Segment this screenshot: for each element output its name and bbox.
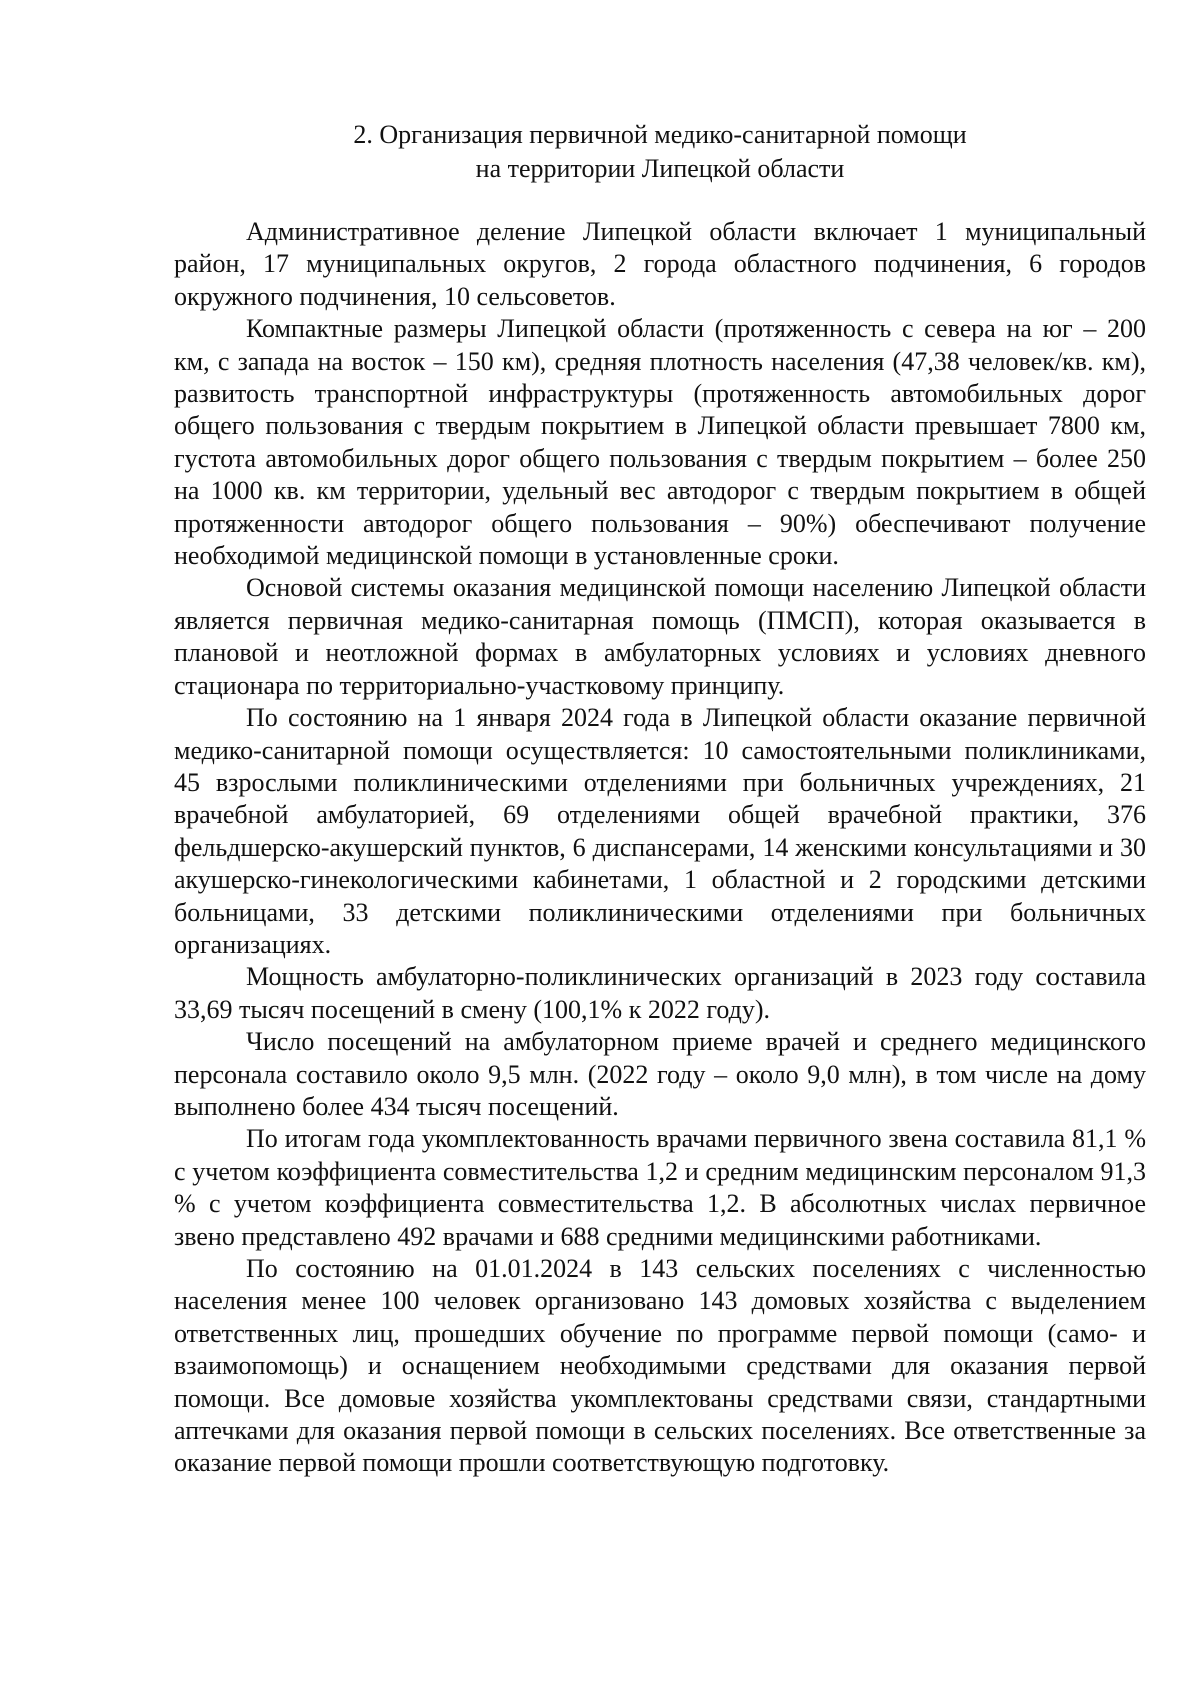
paragraph-facilities: По состоянию на 1 января 2024 года в Липецкой области оказание первичной медико-санитарной помощи осуществляется: 10 самостоятельными поликлиниками, 45 взрослыми поликлиническими отделениями при больничных учреждениях, 21 врачебной амбулаторией, 69 отделениями общей врачебной практики, 376 фельдшерско-акушерский пунктов, 6 диспансерами, 14 женскими консультациями и 30 акушерско-гинекологическими кабинетами, 1 областной и 2 городскими детскими больницами, 33 детскими поликлиническими отделениями при больничных организациях.: [174, 703, 1146, 959]
paragraph-capacity: Мощность амбулаторно-поликлинических организаций в 2023 году составила 33,69 тысяч посещений в смену (100,1% к 2022 году).: [174, 962, 1146, 1024]
paragraph-pmsp-basis: Основой системы оказания медицинской помощи населению Липецкой области является первичная медико-санитарная помощь (ПМСП), которая оказывается в плановой и неотложной формах в амбулаторных условиях и условиях дневного стационара по территориально-участковому принципу.: [174, 573, 1146, 700]
paragraph-staffing: По итогам года укомплектованность врачами первичного звена составила 81,1 % с учетом коэффициента совместительства 1,2 и средним медицинским персоналом 91,3 % с учетом коэффициента совместительства 1,2. В абсолютных числах первичное звено представлено 492 врачами и 688 средними медицинскими работниками.: [174, 1124, 1146, 1251]
paragraph-compact-size: Компактные размеры Липецкой области (протяженность с севера на юг – 200 км, с запада на восток – 150 км), средняя плотность населения (47,38 человек/кв. км), развитость транспортной инфраструктуры (протяженность автомобильных дорог общего пользования с твердым покрытием в Липецкой области превышает 7800 км, густота автомобильных дорог общего пользования с твердым покрытием – более 250 на 1000 кв. км территории, удельный вес автодорог с твердым покрытием в общей протяженности автодорог общего пользования – 90%) обеспечивают получение необходимой медицинской помощи в установленные сроки.: [174, 314, 1146, 571]
document-body: [174, 118, 1146, 1480]
paragraph-households: По состоянию на 01.01.2024 в 143 сельских поселениях с численностью населения менее 100 человек организовано 143 домовых хозяйства с выделением ответственных лиц, прошедших обучение по программе первой помощи (само- и взаимопомощь) и оснащением необходимыми средствами для оказания первой помощи. Все домовые хозяйства укомплектованы средствами связи, стандартными аптечками для оказания первой помощи в сельских поселениях. Все ответственные за оказание первой помощи прошли соответствующую подготовку.: [174, 1254, 1146, 1478]
section-title: [174, 118, 1146, 186]
paragraph-administrative-division: Административное деление Липецкой области включает 1 муниципальный район, 17 муниципальных округов, 2 города областного подчинения, 6 городов окружного подчинения, 10 сельсоветов.: [174, 217, 1146, 311]
paragraph-visits: Число посещений на амбулаторном приеме врачей и среднего медицинского персонала составило около 9,5 млн. (2022 году – около 9,0 млн), в том числе на дому выполнено более 434 тысяч посещений.: [174, 1027, 1146, 1121]
section-title-line-1: 2. Организация первичной медико-санитарной помощи: [353, 120, 967, 149]
section-title-line-2: на территории Липецкой области: [475, 154, 845, 183]
